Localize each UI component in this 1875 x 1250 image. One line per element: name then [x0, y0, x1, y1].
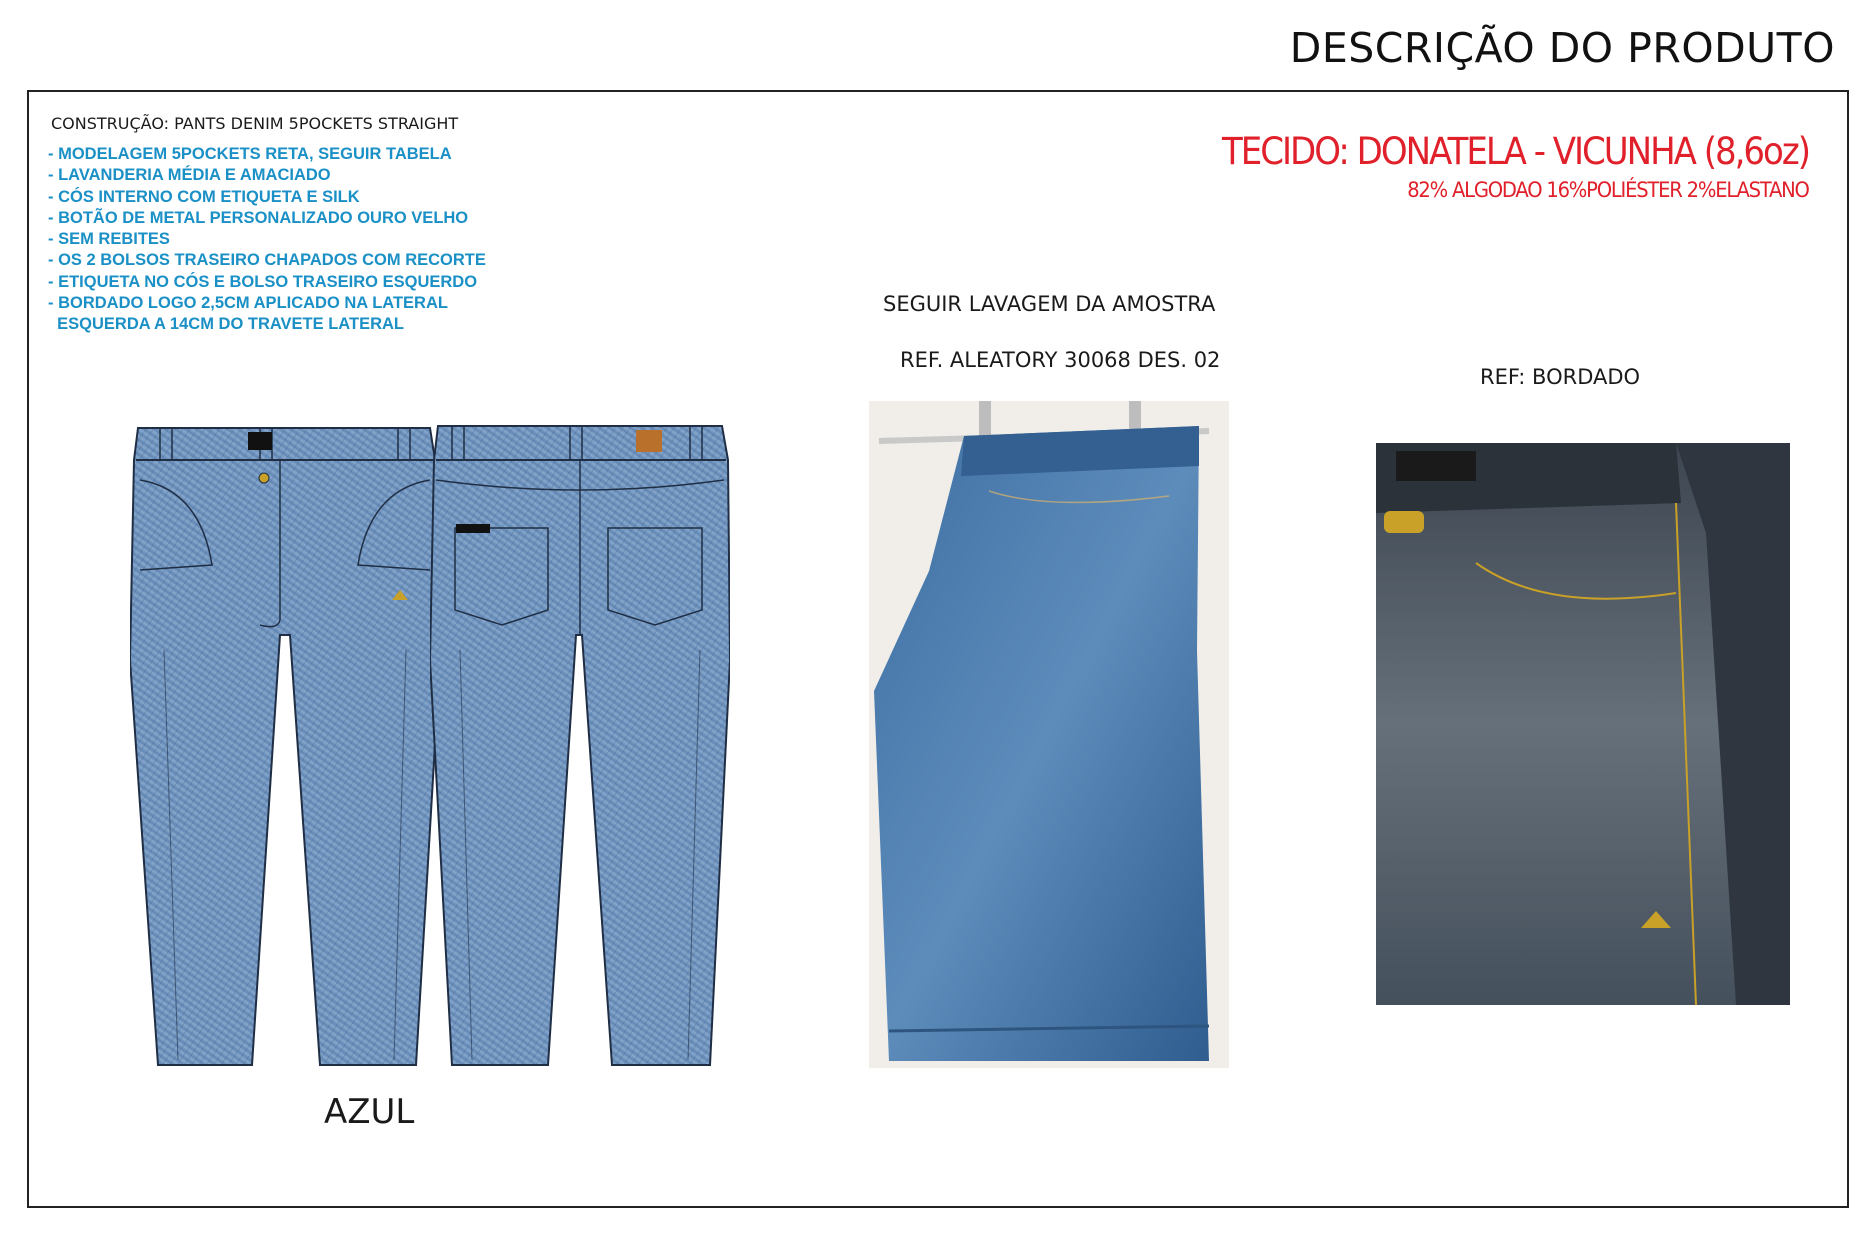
construction-line: CONSTRUÇÃO: PANTS DENIM 5POCKETS STRAIGHT — [51, 114, 459, 133]
spec-item: - BOTÃO DE METAL PERSONALIZADO OURO VELHO — [48, 208, 469, 227]
spec-list — [48, 144, 486, 336]
fabric-composition: 82% ALGODAO 16%POLIÉSTER 2%ELASTANO — [1407, 178, 1809, 202]
wash-note: SEGUIR LAVAGEM DA AMOSTRA — [883, 292, 1216, 316]
back-jeans-sketch — [430, 420, 730, 1072]
page-title: DESCRIÇÃO DO PRODUTO — [1289, 24, 1835, 72]
spec-item: ESQUERDA A 14CM DO TRAVETE LATERAL — [48, 315, 404, 334]
spec-item: - SEM REBITES — [48, 230, 170, 249]
denim-shorts-photo — [869, 401, 1229, 1068]
sample-reference: REF. ALEATORY 30068 DES. 02 — [900, 348, 1221, 372]
spec-item: - CÓS INTERNO COM ETIQUETA E SILK — [48, 187, 360, 206]
spec-item: - LAVANDERIA MÉDIA E AMACIADO — [48, 166, 331, 185]
fabric-title: TECIDO: DONATELA - VICUNHA (8,6oz) — [1222, 130, 1809, 173]
embroidery-reference: REF: BORDADO — [1480, 365, 1641, 389]
spec-item: - MODELAGEM 5POCKETS RETA, SEGUIR TABELA — [48, 145, 452, 163]
embroidery-detail-photo — [1376, 443, 1790, 1005]
front-jeans-sketch — [130, 420, 440, 1072]
color-label: AZUL — [324, 1092, 415, 1132]
spec-item: - ETIQUETA NO CÓS E BOLSO TRASEIRO ESQUERDO — [48, 272, 478, 291]
spec-item: - BORDADO LOGO 2,5CM APLICADO NA LATERAL — [48, 294, 448, 313]
spec-item: - OS 2 BOLSOS TRASEIRO CHAPADOS COM RECORTE — [48, 251, 486, 270]
